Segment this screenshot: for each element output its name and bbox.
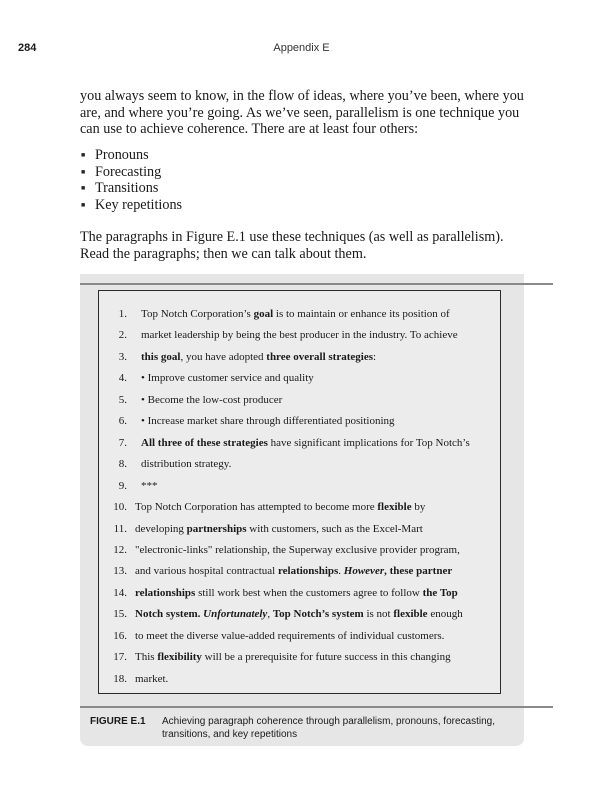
line-text bbox=[135, 650, 451, 664]
list-item: ■ Pronouns bbox=[80, 147, 182, 164]
line-text bbox=[141, 436, 470, 450]
line-number: 3. bbox=[118, 350, 127, 363]
line-segment: Top Notch’s system bbox=[272, 608, 364, 621]
line-number: 17. bbox=[113, 651, 127, 664]
line-segment: : bbox=[372, 350, 377, 363]
line-segment: this goal bbox=[141, 350, 181, 363]
line-segment: by bbox=[411, 501, 426, 514]
line-number: 12. bbox=[113, 543, 127, 556]
line-text bbox=[135, 500, 425, 514]
line-text bbox=[135, 564, 452, 578]
line-segment: distribution strategy. bbox=[141, 458, 232, 471]
line-segment: "electronic-links" relationship, the Superway exclusive provider program, bbox=[135, 543, 460, 556]
figure-caption bbox=[90, 715, 510, 741]
line-text bbox=[141, 457, 231, 471]
figure-caption-label: FIGURE E.1 bbox=[90, 716, 146, 727]
line-number: 7. bbox=[118, 436, 127, 449]
line-segment: • Increase market share through differentiated positioning bbox=[141, 415, 395, 428]
line-segment: flexible bbox=[393, 608, 428, 621]
line-segment: • Improve customer service and quality bbox=[141, 372, 314, 385]
line-number: 14. bbox=[113, 586, 127, 599]
line-text bbox=[141, 307, 450, 321]
line-segment: . bbox=[338, 565, 344, 578]
line-segment: flexible bbox=[377, 501, 412, 514]
running-head: Appendix E bbox=[273, 42, 330, 54]
line-segment: This bbox=[135, 651, 158, 664]
line-segment: will be a prerequisite for future success in this changing bbox=[201, 651, 451, 664]
line-number: 1. bbox=[118, 308, 127, 320]
line-text bbox=[141, 328, 458, 342]
line-segment: Top Notch Corporation has attempted to become more bbox=[135, 501, 378, 514]
line-number: 6. bbox=[118, 415, 127, 428]
line-text bbox=[135, 543, 460, 557]
line-number: 9. bbox=[118, 479, 127, 492]
line-number: 2. bbox=[118, 329, 127, 342]
page-number: 284 bbox=[18, 42, 37, 54]
line-number: 15. bbox=[113, 608, 127, 621]
line-segment: Top Notch Corporation’s bbox=[141, 308, 254, 320]
line-segment: to meet the diverse value-added requirements of individual customers. bbox=[135, 629, 445, 642]
line-number: 5. bbox=[118, 393, 127, 406]
line-number: 13. bbox=[113, 565, 127, 578]
list-item: ■ Key repetitions bbox=[80, 197, 182, 214]
line-segment: three overall strategies bbox=[266, 350, 373, 363]
technique-list bbox=[80, 147, 182, 213]
line-segment: market leadership by being the best producer in the industry. To achieve bbox=[141, 329, 458, 342]
line-number: 10. bbox=[113, 501, 127, 514]
line-text bbox=[135, 607, 463, 621]
line-segment: All three of these strategies bbox=[141, 436, 268, 449]
body-paragraph-intro: you always seem to know, in the flow of ideas, where you’ve been, where you are, and where you’re going. As we’ve seen, parallelism is one technique you can use to achieve coherence. There are at least four others: bbox=[80, 88, 524, 137]
line-segment: have significant implications for Top Notch’s bbox=[267, 436, 470, 449]
line-segment: , bbox=[267, 608, 273, 621]
line-number: 16. bbox=[113, 629, 127, 642]
line-segment: • Become the low-cost producer bbox=[141, 393, 283, 406]
line-segment: goal bbox=[253, 308, 274, 320]
line-segment: the Top bbox=[422, 586, 458, 599]
figure-caption-text: Achieving paragraph coherence through parallelism, pronouns, forecasting, transitions, and key repetitions bbox=[162, 716, 495, 740]
line-text bbox=[135, 586, 458, 600]
line-text bbox=[135, 629, 444, 643]
line-segment: , you have adopted bbox=[180, 350, 267, 363]
line-text bbox=[135, 522, 423, 536]
line-text bbox=[141, 350, 376, 364]
line-text bbox=[135, 672, 168, 686]
line-number: 18. bbox=[113, 672, 127, 685]
line-segment: and various hospital contractual bbox=[135, 565, 278, 578]
line-segment: partnerships bbox=[186, 522, 247, 535]
line-segment: Notch system. bbox=[135, 608, 204, 621]
line-text bbox=[141, 479, 158, 493]
line-text bbox=[141, 414, 395, 428]
line-text bbox=[141, 393, 282, 407]
line-segment: market. bbox=[135, 672, 169, 685]
list-item: ■ Transitions bbox=[80, 180, 182, 197]
line-segment: However bbox=[343, 565, 385, 578]
line-number: 8. bbox=[118, 458, 127, 471]
line-number: 4. bbox=[118, 372, 127, 385]
line-segment: , these partner bbox=[384, 565, 453, 578]
line-segment: enough bbox=[427, 608, 463, 621]
figure-text-box bbox=[98, 290, 501, 694]
line-segment: *** bbox=[141, 479, 158, 492]
list-item: ■ Forecasting bbox=[80, 164, 182, 181]
line-segment: still work best when the customers agree to follow bbox=[195, 586, 423, 599]
body-paragraph-figure-intro: The paragraphs in Figure E.1 use these techniques (as well as parallelism). Read the paragraphs; then we can talk about them. bbox=[80, 229, 504, 262]
line-segment: is to maintain or enhance its position of bbox=[273, 308, 450, 320]
line-segment: relationships bbox=[135, 586, 196, 599]
line-segment: developing bbox=[135, 522, 187, 535]
line-segment: Unfortunately bbox=[203, 608, 268, 621]
line-segment: flexibility bbox=[157, 651, 202, 664]
line-number: 11. bbox=[113, 522, 127, 535]
line-segment: with customers, such as the Excel-Mart bbox=[246, 522, 423, 535]
line-segment: relationships bbox=[277, 565, 339, 578]
line-text bbox=[141, 371, 314, 385]
line-segment: is not bbox=[363, 608, 394, 621]
